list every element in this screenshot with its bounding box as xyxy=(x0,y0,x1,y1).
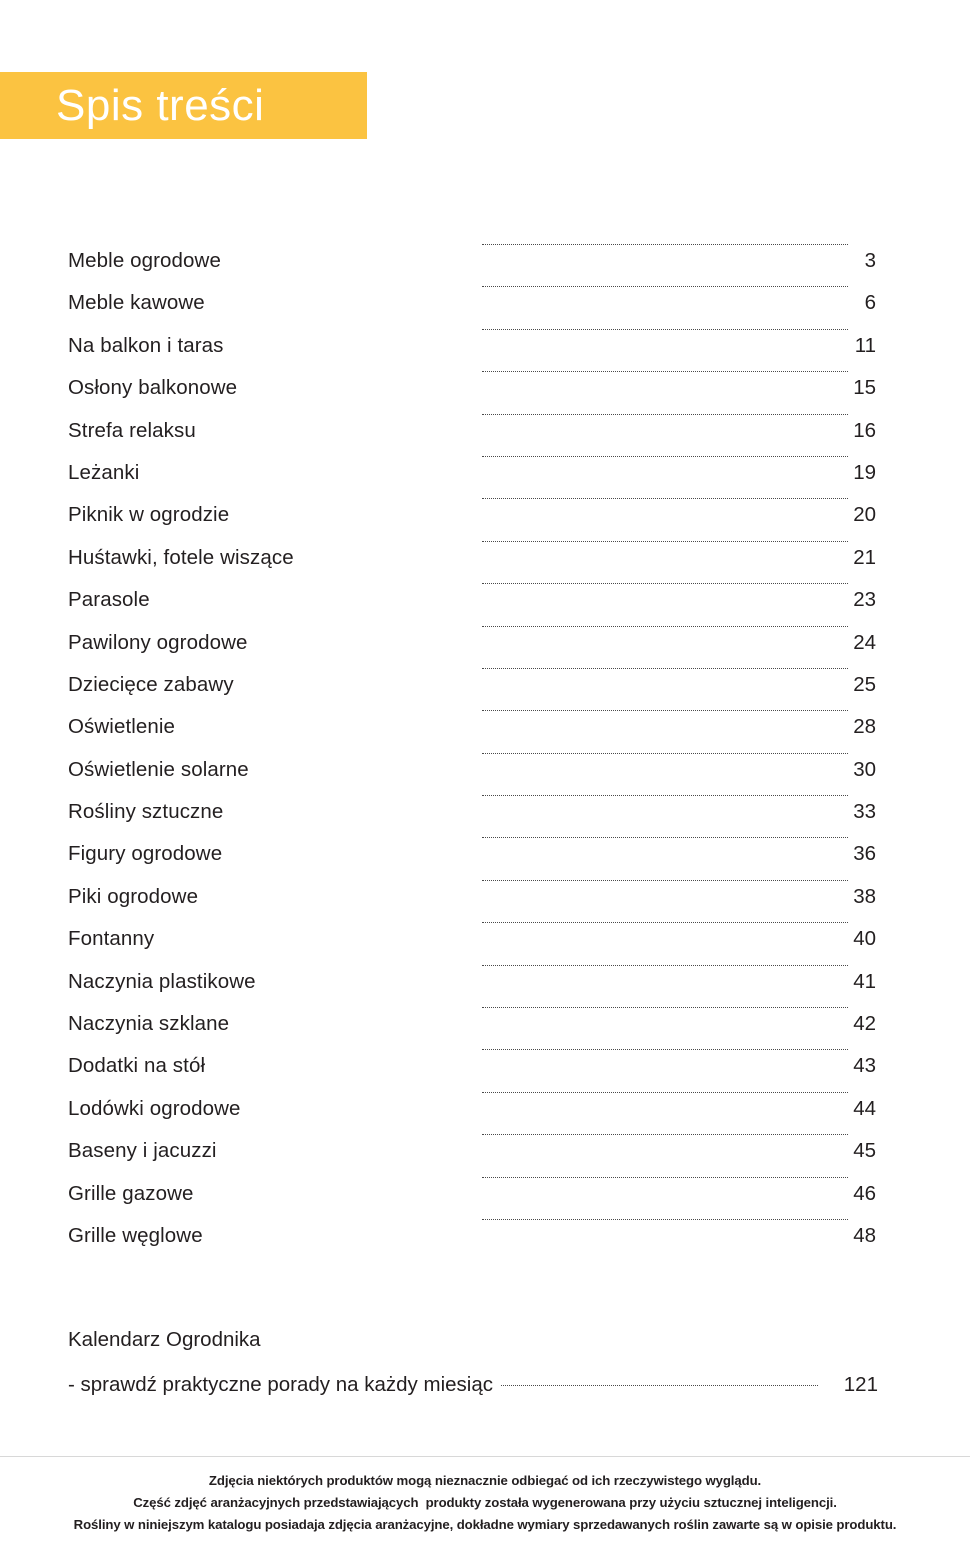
dot-leader xyxy=(482,965,848,966)
toc-entry-label: Naczynia szklane xyxy=(68,1012,230,1036)
toc-entry-label: Strefa relaksu xyxy=(68,418,196,442)
toc-page-number: 43 xyxy=(853,1054,876,1078)
toc-entry-label: Osłony balkonowe xyxy=(68,376,238,400)
toc-entry-label: Fontanny xyxy=(68,927,155,951)
page-title-banner xyxy=(0,72,367,139)
toc-page-number: 30 xyxy=(853,757,876,781)
toc-page-number: 20 xyxy=(853,503,876,527)
toc-row[interactable] xyxy=(68,1012,878,1054)
footer-divider xyxy=(0,1456,970,1457)
toc-row[interactable] xyxy=(68,249,878,291)
toc-entry-label: Dodatki na stół xyxy=(68,1054,206,1078)
toc-page-number: 25 xyxy=(853,672,876,696)
toc-page-number: 42 xyxy=(853,1012,876,1036)
dot-leader xyxy=(482,1049,848,1050)
calendar-entry-row[interactable] xyxy=(68,1373,878,1397)
dot-leader xyxy=(482,1219,848,1220)
toc-entry-label: Oświetlenie xyxy=(68,715,176,739)
toc-row[interactable] xyxy=(68,1224,878,1266)
toc-entry-label: Figury ogrodowe xyxy=(68,842,223,866)
toc-row-inner xyxy=(68,758,878,782)
toc-page-number: 16 xyxy=(853,418,876,442)
toc-entry-label: Meble kawowe xyxy=(68,291,205,315)
toc-page-number: 3 xyxy=(864,249,876,272)
toc-row-inner xyxy=(68,631,878,655)
toc-row-inner xyxy=(68,885,878,909)
toc-entry-label: Na balkon i taras xyxy=(68,333,224,357)
table-of-contents xyxy=(68,249,878,1266)
toc-row[interactable] xyxy=(68,376,878,418)
toc-page-number: 41 xyxy=(853,969,876,993)
dot-leader xyxy=(482,371,848,372)
dot-leader xyxy=(482,456,848,457)
dot-leader xyxy=(482,329,848,330)
toc-row[interactable] xyxy=(68,546,878,588)
dot-leader xyxy=(482,541,848,542)
toc-entry-label: Piki ogrodowe xyxy=(68,884,199,908)
dot-leader xyxy=(482,922,848,923)
toc-entry-label: Baseny i jacuzzi xyxy=(68,1139,217,1163)
toc-entry-label: Piknik w ogrodzie xyxy=(68,503,230,527)
toc-entry-label: Grille węglowe xyxy=(68,1223,203,1247)
footer-line: Rośliny w niniejszym katalogu posiadaja zdjęcia aranżacyjne, dokładne wymiary sprzedawanych roślin zawarte są w opisie produktu. xyxy=(73,1517,897,1532)
toc-page-number: 45 xyxy=(853,1139,876,1163)
toc-page-number: 21 xyxy=(853,545,876,569)
dot-leader xyxy=(482,668,848,669)
toc-row-inner xyxy=(68,546,878,570)
toc-row-inner xyxy=(68,970,878,994)
toc-row[interactable] xyxy=(68,842,878,884)
toc-row-inner xyxy=(68,503,878,527)
calendar-page-number: 121 xyxy=(843,1372,878,1396)
toc-page-number: 44 xyxy=(853,1096,876,1120)
dot-leader xyxy=(482,1177,848,1178)
toc-row-inner xyxy=(68,1139,878,1163)
toc-page-number: 48 xyxy=(853,1223,876,1247)
toc-row-inner xyxy=(68,461,878,485)
toc-page-number: 19 xyxy=(853,460,876,484)
toc-row[interactable] xyxy=(68,461,878,503)
toc-entry-label: Grille gazowe xyxy=(68,1181,194,1205)
toc-page-number: 11 xyxy=(854,333,876,357)
toc-entry-label: Naczynia plastikowe xyxy=(68,969,256,993)
toc-row[interactable] xyxy=(68,588,878,630)
calendar-section xyxy=(68,1330,878,1397)
toc-entry-label: Parasole xyxy=(68,588,150,612)
toc-row[interactable] xyxy=(68,631,878,673)
toc-page-number: 33 xyxy=(853,800,876,824)
toc-page-number: 23 xyxy=(853,588,876,612)
dot-leader xyxy=(482,795,848,796)
dot-leader xyxy=(482,837,848,838)
dot-leader xyxy=(482,1134,848,1135)
toc-row[interactable] xyxy=(68,758,878,800)
dot-leader xyxy=(482,244,848,245)
toc-row-inner xyxy=(68,1182,878,1206)
toc-page-number: 46 xyxy=(853,1181,876,1205)
dot-leader xyxy=(482,583,848,584)
toc-row[interactable] xyxy=(68,1182,878,1224)
calendar-subtitle: - sprawdź praktyczne porady na każdy miesiąc xyxy=(68,1372,493,1396)
toc-row[interactable] xyxy=(68,927,878,969)
toc-row-inner xyxy=(68,1097,878,1121)
toc-entry-label: Lodówki ogrodowe xyxy=(68,1096,241,1120)
toc-page-number: 40 xyxy=(853,927,876,951)
toc-row-inner xyxy=(68,1054,878,1078)
toc-entry-label: Meble ogrodowe xyxy=(68,249,221,272)
footer-line: Część zdjęć aranżacyjnych przedstawiających produkty została wygenerowana przy użyciu sztucznej inteligencji. xyxy=(133,1495,837,1510)
dot-leader xyxy=(482,626,848,627)
toc-row-inner xyxy=(68,249,878,273)
toc-entry-label: Leżanki xyxy=(68,460,140,484)
dot-leader xyxy=(482,1092,848,1093)
toc-row[interactable] xyxy=(68,1139,878,1181)
toc-page-number: 15 xyxy=(853,376,876,400)
toc-entry-label: Rośliny sztuczne xyxy=(68,800,224,824)
toc-entry-label: Huśtawki, fotele wiszące xyxy=(68,545,294,569)
toc-row-inner xyxy=(68,927,878,951)
toc-row[interactable] xyxy=(68,970,878,1012)
footer-line: Zdjęcia niektórych produktów mogą nieznacznie odbiegać od ich rzeczywistego wyglądu. xyxy=(208,1473,762,1488)
dot-leader xyxy=(482,710,848,711)
toc-page-number: 36 xyxy=(853,842,876,866)
dot-leader xyxy=(482,286,848,287)
dot-leader xyxy=(482,414,848,415)
toc-row[interactable] xyxy=(68,419,878,461)
toc-row-inner xyxy=(68,334,878,358)
dot-leader xyxy=(482,880,848,881)
toc-entry-label: Pawilony ogrodowe xyxy=(68,630,248,654)
toc-row[interactable] xyxy=(68,1054,878,1096)
toc-row[interactable] xyxy=(68,1097,878,1139)
dot-leader xyxy=(482,753,848,754)
toc-row-inner xyxy=(68,842,878,866)
dot-leader xyxy=(482,498,848,499)
toc-page-number: 6 xyxy=(864,291,876,315)
toc-row-inner xyxy=(68,291,878,315)
toc-page-number: 38 xyxy=(853,884,876,908)
toc-row[interactable] xyxy=(68,715,878,757)
toc-page-number: 28 xyxy=(853,715,876,739)
calendar-title: Kalendarz Ogrodnika xyxy=(68,1328,261,1351)
toc-entry-label: Oświetlenie solarne xyxy=(68,757,249,781)
toc-row-inner xyxy=(68,800,878,824)
toc-row-inner xyxy=(68,1012,878,1036)
toc-row-inner xyxy=(68,376,878,400)
page-title: Spis treści xyxy=(56,80,265,130)
toc-row-inner xyxy=(68,715,878,739)
toc-row[interactable] xyxy=(68,503,878,545)
dot-leader xyxy=(501,1385,818,1386)
toc-row-inner xyxy=(68,1224,878,1248)
toc-row-inner xyxy=(68,673,878,697)
toc-row[interactable] xyxy=(68,334,878,376)
toc-row[interactable] xyxy=(68,885,878,927)
footer-disclaimer xyxy=(0,1470,970,1536)
toc-row-inner xyxy=(68,588,878,612)
toc-row-inner xyxy=(68,419,878,443)
toc-page-number: 24 xyxy=(853,630,876,654)
toc-row[interactable] xyxy=(68,291,878,333)
toc-entry-label: Dziecięce zabawy xyxy=(68,672,234,696)
dot-leader xyxy=(482,1007,848,1008)
toc-row[interactable] xyxy=(68,800,878,842)
toc-row[interactable] xyxy=(68,673,878,715)
